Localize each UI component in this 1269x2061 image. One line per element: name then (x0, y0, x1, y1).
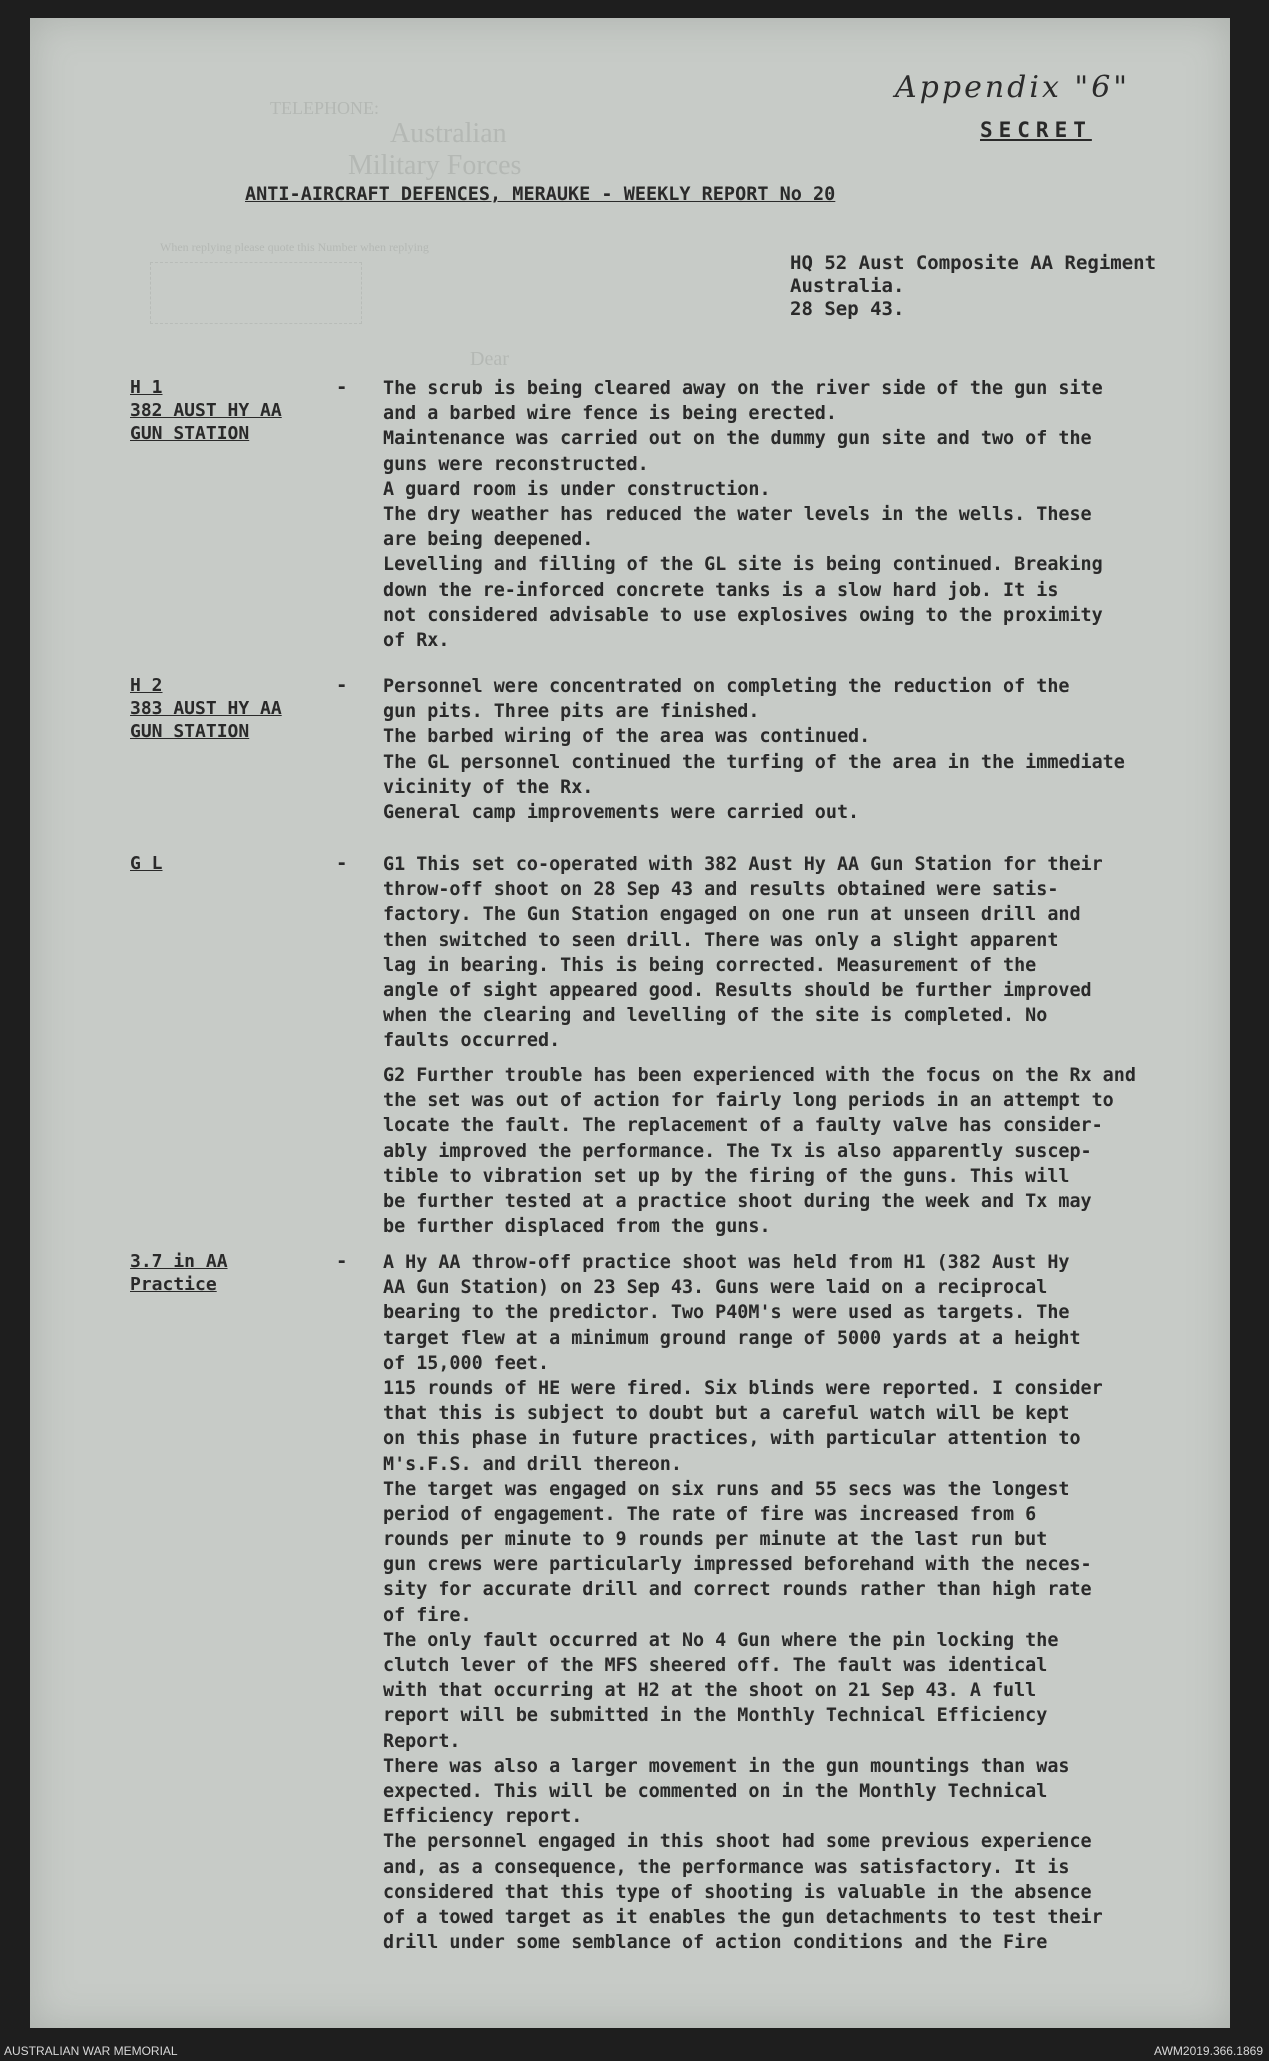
section-h2-label (130, 674, 282, 743)
text-line: M's.F.S. and drill thereon. (383, 1453, 682, 1475)
text-line: be further displaced from the guns. (383, 1216, 771, 1238)
text-line: The only fault occurred at No 4 Gun where the pin locking the (383, 1629, 1059, 1651)
text-line: sity for accurate drill and correct rounds rather than high rate (383, 1579, 1092, 1601)
text-line: report will be submitted in the Monthly Technical Efficiency (383, 1705, 1048, 1727)
text-line: Report. (383, 1730, 461, 1752)
text-line: down the re-inforced concrete tanks is a slow hard job. It is (383, 579, 1059, 601)
section-h1-label (130, 376, 282, 445)
reference-box (150, 262, 362, 324)
section-gl-g1-body (383, 852, 1103, 1054)
text-line: Efficiency report. (383, 1806, 583, 1828)
text-line: locate the fault. The replacement of a faulty valve has consider- (383, 1115, 1103, 1137)
text-line: faults occurred. (383, 1030, 561, 1052)
text-line: and, as a consequence, the performance was satisfactory. It is (383, 1856, 1070, 1878)
text-line: not considered advisable to use explosives owing to the proximity (383, 604, 1103, 626)
text-line: period of engagement. The rate of fire was increased from 6 (383, 1503, 1037, 1525)
text-line: angle of sight appeared good. Results should be further improved (383, 979, 1092, 1001)
text-line: considered that this type of shooting is valuable in the absence (383, 1881, 1092, 1903)
text-line: A guard room is under construction. (383, 478, 771, 500)
text-line: ably improved the performance. The Tx is also apparently suscep- (383, 1140, 1092, 1162)
text-line: The target was engaged on six runs and 55 secs was the longest (383, 1478, 1070, 1500)
text-line: A Hy AA throw-off practice shoot was held from H1 (382 Aust Hy (383, 1252, 1070, 1273)
text-line: The scrub is being cleared away on the river side of the gun site (383, 378, 1103, 399)
section-h2-body (383, 674, 1125, 825)
section-gl-g2-body (383, 1063, 1136, 1239)
text-line: gun crews were particularly impressed beforehand with the neces- (383, 1554, 1092, 1576)
text-line: then switched to seen drill. There was only a slight apparent (383, 929, 1059, 951)
text-line: Maintenance was carried out on the dummy gun site and two of the (383, 428, 1092, 450)
label-line: H 2 (130, 675, 163, 696)
section-dash: - (336, 852, 348, 874)
text-line: expected. This will be commented on in the Monthly Technical (383, 1780, 1048, 1802)
text-line: lag in bearing. This is being corrected. Measurement of the (383, 954, 1037, 976)
text-line: throw-off shoot on 28 Sep 43 and results obtained were satis- (383, 879, 1059, 901)
text-line: AA Gun Station) on 23 Sep 43. Guns were laid on a reciprocal (383, 1277, 1048, 1299)
section-h1-body (383, 376, 1103, 653)
section-gl-label (130, 852, 163, 875)
text-line: General camp improvements were carried out. (383, 801, 860, 823)
text-line: 115 rounds of HE were fired. Six blinds were reported. I consider (383, 1377, 1103, 1399)
label-line: G L (130, 853, 163, 874)
text-line: clutch lever of the MFS sheered off. The fault was identical (383, 1655, 1048, 1676)
section-dash: - (336, 674, 348, 696)
document-title: ANTI-AIRCRAFT DEFENCES, MERAUKE - WEEKLY REPORT No 20 (245, 184, 836, 205)
text-line: are being deepened. (383, 529, 594, 551)
text-line: target flew at a minimum ground range of 5000 yards at a height (383, 1327, 1081, 1349)
text-line: The personnel engaged in this shoot had some previous experience (383, 1831, 1092, 1853)
footer-archive-name: AUSTRALIAN WAR MEMORIAL (4, 2044, 178, 2058)
hq-line-2: Australia. (790, 275, 905, 297)
section-practice-body (383, 1250, 1103, 1955)
hq-line-3: 28 Sep 43. (790, 298, 905, 320)
text-line: that this is subject to doubt but a careful watch will be kept (383, 1403, 1070, 1425)
label-line: GUN STATION (130, 721, 250, 742)
text-line: on this phase in future practices, with particular attention to (383, 1428, 1081, 1450)
text-line: gun pits. Three pits are finished. (383, 701, 760, 723)
label-line: H 1 (130, 377, 163, 398)
section-dash: - (336, 1250, 348, 1272)
text-line: factory. The Gun Station engaged on one run at unseen drill and (383, 904, 1081, 926)
label-line: 3.7 in AA (130, 1251, 228, 1272)
text-line: of Rx. (383, 629, 450, 651)
text-line: and a barbed wire fence is being erected. (383, 403, 837, 425)
text-line: of a towed target as it enables the gun detachments to test their (383, 1906, 1103, 1928)
appendix-annotation: Appendix "6" (895, 70, 1131, 105)
text-line: with that occurring at H2 at the shoot on 21 Sep 43. A full (383, 1680, 1037, 1702)
security-marking: SECRET (980, 118, 1092, 142)
letterhead-telephone: TELEPHONE: (270, 98, 379, 118)
hq-line-1: HQ 52 Aust Composite AA Regiment (790, 252, 1157, 274)
text-line: G1 This set co-operated with 382 Aust Hy AA Gun Station for their (383, 854, 1103, 875)
text-line: of fire. (383, 1604, 472, 1626)
text-line: G2 Further trouble has been experienced with the focus on the Rx and (383, 1065, 1136, 1086)
text-line: tible to vibration set up by the firing of the guns. This will (383, 1165, 1070, 1187)
text-line: when the clearing and levelling of the site is completed. No (383, 1005, 1048, 1027)
text-line: drill under some semblance of action conditions and the Fire (383, 1932, 1048, 1954)
letterhead-name-1: Australian (390, 118, 507, 149)
text-line: Levelling and filling of the GL site is being continued. Breaking (383, 554, 1103, 576)
label-line: 382 AUST HY AA (130, 400, 282, 421)
section-practice-label (130, 1250, 228, 1296)
text-line: There was also a larger movement in the gun mountings than was (383, 1755, 1070, 1777)
text-line: Personnel were concentrated on completing the reduction of the (383, 676, 1070, 697)
document-page (30, 18, 1230, 2028)
letterhead-quote-note: When replying please quote this Number when replying (160, 240, 429, 254)
text-line: The GL personnel continued the turfing of the area in the immediate (383, 751, 1125, 773)
letterhead-name-2: Military Forces (348, 150, 522, 181)
text-line: bearing to the predictor. Two P40M's were used as targets. The (383, 1302, 1070, 1324)
letterhead-salutation: Dear (470, 348, 509, 370)
text-line: the set was out of action for fairly long periods in an attempt to (383, 1090, 1114, 1112)
text-line: be further tested at a practice shoot during the week and Tx may (383, 1190, 1092, 1212)
label-line: Practice (130, 1274, 217, 1295)
label-line: 383 AUST HY AA (130, 698, 282, 719)
footer-reference: AWM2019.366.1869 (1154, 2044, 1263, 2058)
hq-address (790, 252, 1156, 321)
text-line: rounds per minute to 9 rounds per minute at the last run but (383, 1529, 1048, 1551)
text-line: The barbed wiring of the area was continued. (383, 726, 871, 748)
label-line: GUN STATION (130, 423, 250, 444)
text-line: guns were reconstructed. (383, 453, 649, 475)
text-line: vicinity of the Rx. (383, 776, 594, 798)
text-line: of 15,000 feet. (383, 1352, 550, 1374)
text-line: The dry weather has reduced the water levels in the wells. These (383, 503, 1092, 525)
section-dash: - (336, 376, 348, 398)
